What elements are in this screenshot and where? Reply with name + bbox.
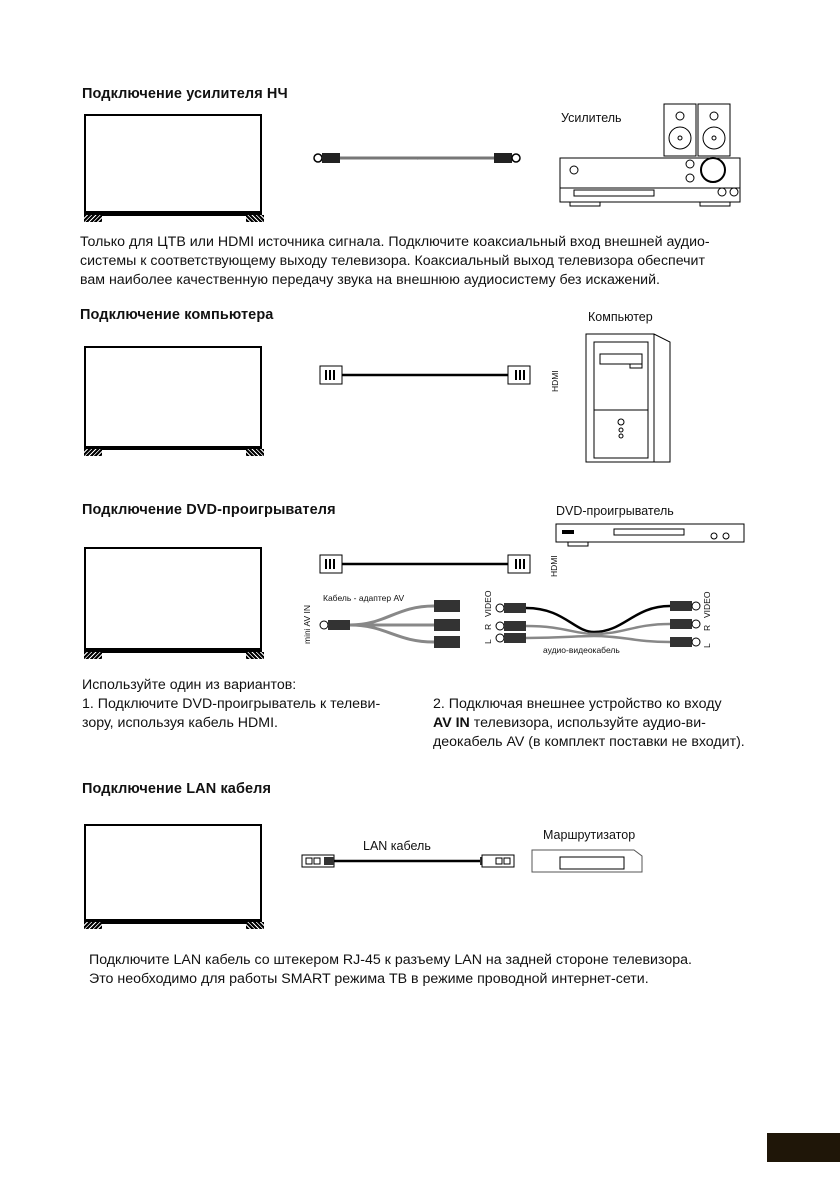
section-title-dvd: Подключение DVD-проигрывателя [82, 502, 336, 518]
computer-tower-icon [584, 330, 674, 465]
lan-description: Подключите LAN кабель со штекером RJ-45 к разъему LAN на задней стороне телевизора. Это необходимо для работы SMART режима ТВ в режиме проводной интернет-сети. [89, 952, 692, 987]
lan-cable-label: LAN кабель [363, 839, 431, 853]
svg-text:~: ~ [414, 154, 420, 164]
dvd-option-1: 1. Подключите DVD-проигрыватель к телеви- зору, используя кабель HDMI. [82, 696, 381, 731]
page-number-tab [767, 1133, 840, 1162]
router-icon [530, 846, 645, 876]
av-adapter-cable-icon [316, 598, 466, 648]
mini-av-in-label: mini AV IN [302, 604, 312, 644]
computer-label: Компьютер [588, 310, 653, 324]
dvd-player-label: DVD-проигрыватель [556, 504, 674, 518]
hdmi-port-label: HDMI [549, 555, 559, 577]
hdmi-cable-icon [318, 551, 548, 577]
av-adapter-label: Кабель - адаптер AV [323, 593, 405, 603]
dvd-option-2: 2. Подключая внешнее устройство ко входу AV IN телевизора, используйте аудио-ви- деокабель AV (в комплект поставки не входит). [433, 696, 745, 750]
coaxial-cable-icon [312, 150, 522, 166]
dvd-intro: Используйте один из вариантов: [82, 677, 297, 693]
av-cable-label: аудио-видеокабель [543, 645, 620, 655]
section-title-amplifier: Подключение усилителя НЧ [82, 86, 288, 102]
section-title-lan: Подключение LAN кабеля [82, 781, 272, 797]
av-in-emphasis: AV IN [433, 715, 470, 731]
amplifier-icon [560, 100, 745, 212]
amplifier-label: Усилитель [561, 111, 622, 125]
section-title-computer: Подключение компьютера [80, 307, 274, 323]
dvd-player-icon [554, 522, 749, 548]
av-cable-icon [494, 596, 704, 646]
hdmi-cable-icon [318, 362, 548, 388]
amplifier-description: Только для ЦТВ или HDMI источника сигнала. Подключите коаксиальный вход внешней аудио- системы к соответствующему выходу телевизора. Коаксиальный выход телевизора обеспечит вам наиболее качественную передачу звука на внешнюю аудиосистему без искажений. [80, 234, 710, 288]
hdmi-port-label: HDMI [550, 370, 560, 392]
lan-cable-icon [300, 852, 520, 870]
router-label: Маршрутизатор [543, 828, 636, 842]
